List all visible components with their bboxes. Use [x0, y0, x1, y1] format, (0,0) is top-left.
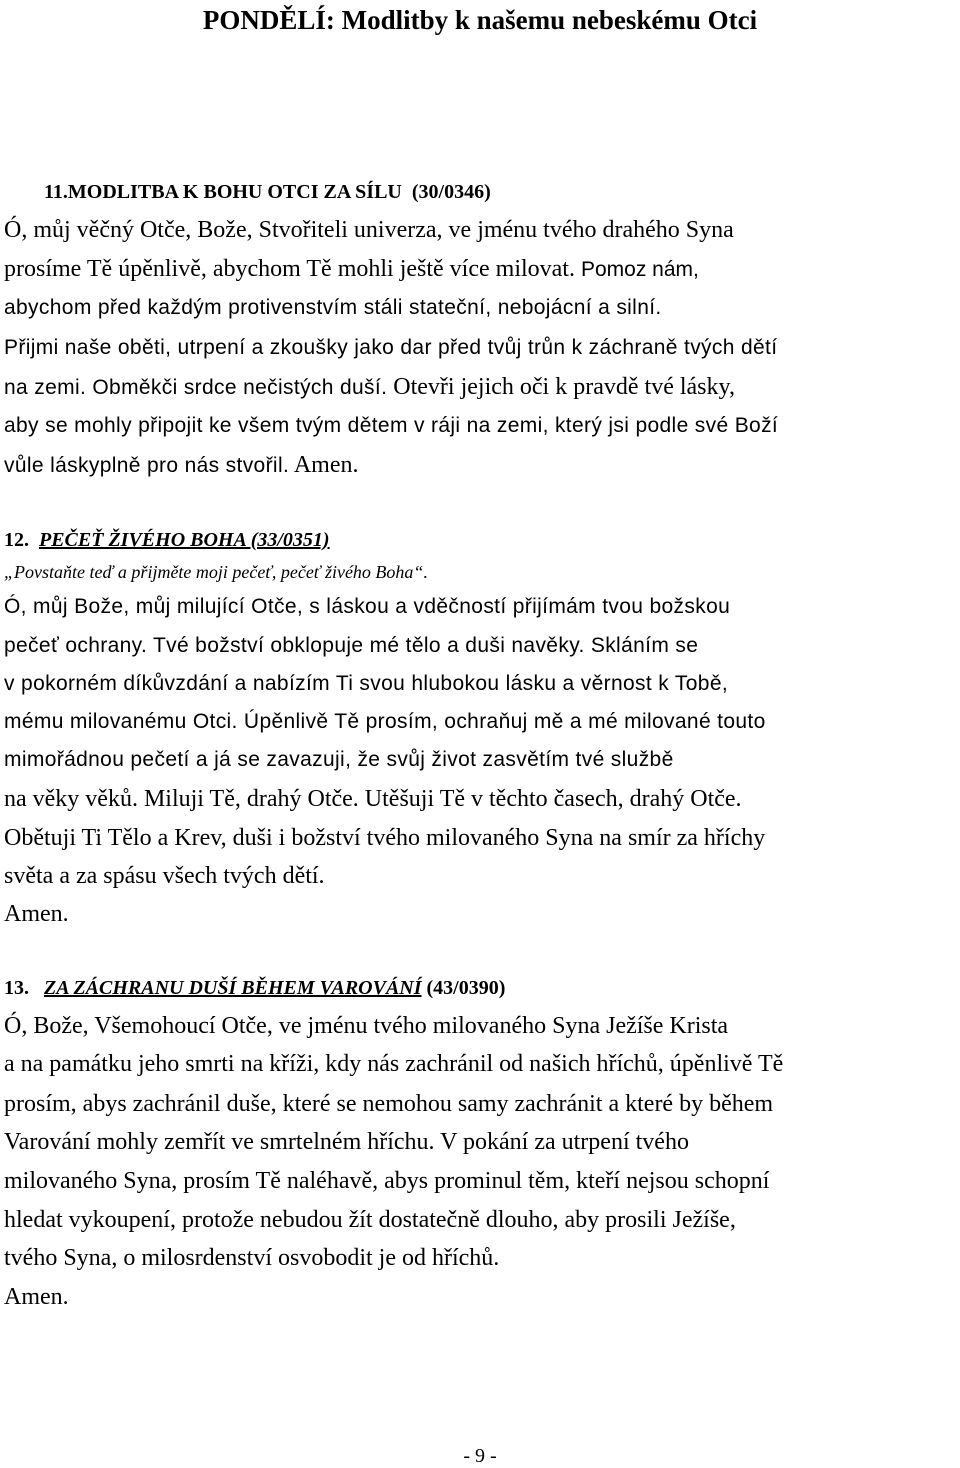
prayer-12-heading	[4, 524, 330, 555]
page-title: PONDĚLÍ: Modlitby k našemu nebeskému Otci	[202, 5, 758, 35]
prayer-12-line: na věky věků. Miluji Tě, drahý Otče. Utěšuji Tě v těchto časech, drahý Otče.	[4, 786, 742, 812]
prayer-13-line: hledat vykoupení, protože nebudou žít dostatečně dlouho, aby prosili Ježíše,	[4, 1207, 736, 1233]
prayer-13-ref: (43/0390)	[426, 977, 506, 999]
prayer-11-title: MODLITBA K BOHU OTCI ZA SÍLU	[67, 181, 402, 203]
prayer-13-line: a na památku jeho smrti na kříži, kdy nás zachránil od našich hříchů, úpěnlivě Tě	[4, 1051, 784, 1077]
prayer-11-heading	[4, 176, 491, 207]
prayer-12-line: světa a za spásu všech tvých dětí.	[4, 863, 325, 889]
prayer-11-line: Ó, můj věčný Otče, Bože, Stvořiteli univerza, ve jménu tvého drahého Syna	[4, 217, 734, 243]
prayer-11-line: Přijmi naše oběti, utrpení a zkoušky jako dar před tvůj trůn k záchraně tvých dětí	[4, 336, 778, 359]
prayer-12-title: PEČEŤ ŽIVÉHO BOHA (33/0351)	[39, 529, 330, 551]
prayer-12-number: 12.	[4, 529, 29, 551]
prayer-11-text: prosíme Tě úpěnlivě, abychom Tě mohli ještě více milovat.	[4, 256, 575, 282]
prayer-11-line	[4, 450, 359, 481]
prayer-11-ref: (30/0346)	[411, 181, 491, 203]
prayer-12-line: Ó, můj Bože, můj milující Otče, s láskou a vděčností přijímám tvou božskou	[4, 595, 731, 618]
prayer-12-amen: Amen.	[4, 901, 69, 927]
prayer-12-line: mimořádnou pečetí a já se zavazuji, že svůj život zasvětím tvé službě	[4, 748, 674, 771]
prayer-13-amen: Amen.	[4, 1284, 69, 1310]
prayer-13-line: prosím, abys zachránil duše, které se nemohou samy zachránit a které by během	[4, 1091, 774, 1117]
prayer-11-number: 11.	[44, 181, 68, 203]
prayer-11-text: Pomoz nám,	[580, 258, 699, 281]
prayer-13-title: ZA ZÁCHRANU DUŠÍ BĚHEM VAROVÁNÍ	[44, 977, 422, 999]
prayer-13-line: tvého Syna, o milosrdenství osvobodit je od hříchů.	[4, 1245, 500, 1271]
prayer-12-line: mému milovanému Otci. Úpěnlivě Tě prosím, ochraňuj mě a mé milované touto	[4, 710, 766, 733]
prayer-13-line: Varování mohly zemřít ve smrtelném hříchu. V pokání za utrpení tvého	[4, 1129, 689, 1155]
prayer-12-subtitle: „Povstaňte teď a přijměte moji pečeť, pečeť živého Boha“.	[4, 562, 428, 582]
prayer-11-text: Otevři jejich oči k pravdě tvé lásky,	[393, 374, 735, 400]
prayer-11-amen: Amen.	[293, 452, 359, 478]
page-number: - 9 -	[463, 1445, 497, 1467]
prayer-11-line	[4, 372, 735, 403]
prayer-13-number: 13.	[4, 977, 29, 999]
prayer-11-line	[4, 254, 699, 285]
prayer-12-line: pečeť ochrany. Tvé božství obklopuje mé tělo a duši navěky. Skláním se	[4, 634, 699, 657]
prayer-11-line: aby se mohly připojit ke všem tvým dětem v ráji na zemi, který jsi podle své Boží	[4, 414, 779, 437]
prayer-12-line: v pokorném díkůvzdání a nabízím Ti svou hlubokou lásku a věrnost k Tobě,	[4, 672, 729, 695]
prayer-13-line: milovaného Syna, prosím Tě naléhavě, abys prominul těm, kteří nejsou schopní	[4, 1168, 770, 1194]
prayer-12-line: Obětuji Ti Tělo a Krev, duši i božství tvého milovaného Syna na smír za hříchy	[4, 825, 766, 851]
prayer-13-line: Ó, Bože, Všemohoucí Otče, ve jménu tvého milovaného Syna Ježíše Krista	[4, 1013, 729, 1039]
prayer-11-text: na zemi. Obměkči srdce nečistých duší.	[4, 376, 388, 399]
prayer-11-text: vůle láskyplně pro nás stvořil.	[4, 454, 290, 477]
prayer-13-heading	[4, 972, 505, 1003]
prayer-11-line: abychom před každým protivenstvím stáli stateční, nebojácní a silní.	[4, 296, 662, 319]
